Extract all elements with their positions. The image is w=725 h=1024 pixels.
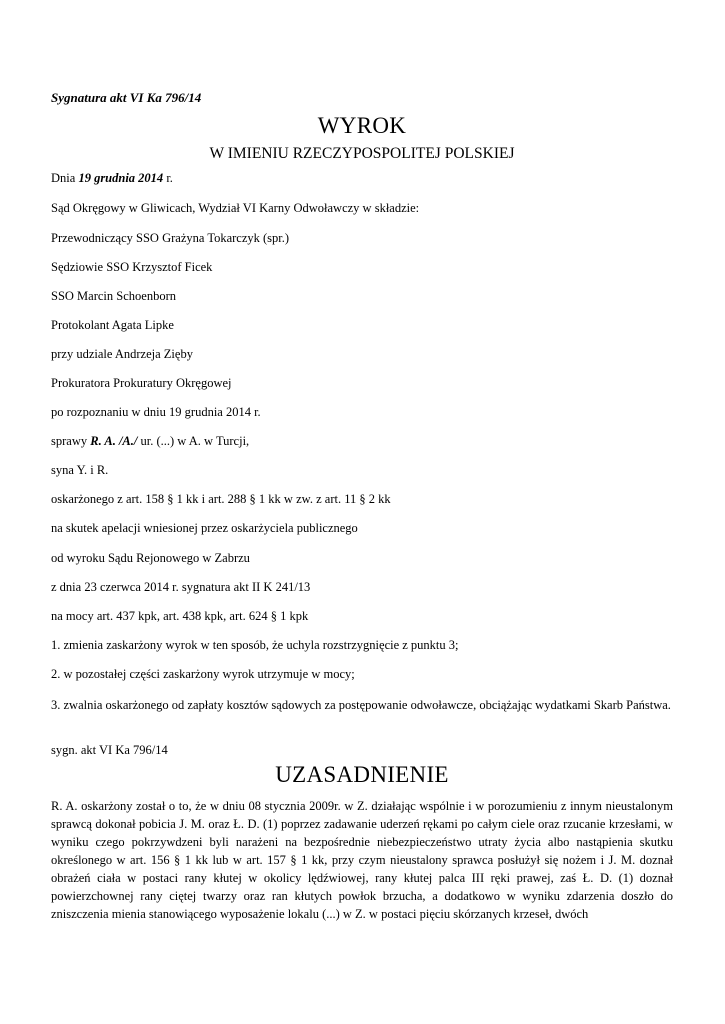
judges-line: Sędziowie SSO Krzysztof Ficek [51,260,213,274]
judge2-line: SSO Marcin Schoenborn [51,289,176,303]
date-prefix: Dnia [51,171,79,185]
case-line [51,434,249,449]
defendant-name: R. A. /A./ [90,434,138,448]
ruling-item-3: 3. zwalnia oskarżonego od zapłaty kosztów sądowych za postępowanie odwoławcze, obciążając wydatkami Skarb Państwa. [51,698,671,712]
ruling-item-2: 2. w pozostałej części zaskarżony wyrok utrzymuje w mocy; [51,667,355,681]
judgment-date: 19 grudnia 2014 [78,171,164,185]
participation-line: przy udziale Andrzeja Zięby [51,347,193,361]
chair-line: Przewodniczący SSO Grażyna Tokarczyk (spr.) [51,231,290,245]
clerk-line: Protokolant Agata Lipke [51,318,174,332]
court-line: Sąd Okręgowy w Gliwicach, Wydział VI Karny Odwoławczy w składzie: [51,201,420,215]
judgment-date-line: z dnia 23 czerwca 2014 r. sygnatura akt II K 241/13 [51,580,311,594]
case-suffix: ur. (...) w A. w Turcji, [137,434,250,448]
date-suffix: r. [163,171,173,185]
appeal-line: na skutek apelacji wniesionej przez oskarżyciela publicznego [51,521,358,535]
legal-basis-line: na mocy art. 437 kpk, art. 438 kpk, art. 624 § 1 kpk [51,609,309,623]
case-prefix: sprawy [51,434,91,448]
ruling-item-1: 1. zmienia zaskarżony wyrok w ten sposób, że uchyla rozstrzygnięcie z punktu 3; [51,638,459,652]
document-title: WYROK [317,113,407,138]
date-line [51,171,173,186]
prosecutor-line: Prokuratora Prokuratury Okręgowej [51,376,232,390]
hearing-line: po rozpoznaniu w dniu 19 grudnia 2014 r. [51,405,261,419]
justification-heading: UZASADNIENIE [275,762,449,787]
from-judgment-line: od wyroku Sądu Rejonowego w Zabrzu [51,551,250,565]
case-signature: Sygnatura akt VI Ka 796/14 [51,90,202,105]
son-of-line: syna Y. i R. [51,463,109,477]
repeat-signature: sygn. akt VI Ka 796/14 [51,743,168,757]
document-subtitle: W IMIENIU RZECZYPOSPOLITEJ POLSKIEJ [209,145,515,162]
charged-line: oskarżonego z art. 158 § 1 kk i art. 288 § 1 kk w zw. z art. 11 § 2 kk [51,492,391,506]
justification-text: R. A. oskarżony został o to, że w dniu 08 stycznia 2009r. w Z. działając wspólnie i w porozumieniu z innym nieustalonym sprawcą dokonał pobicia J. M. oraz Ł. D. (1) poprzez zadawanie uderzeń rękami po całym ciele oraz rzucanie krzesłami, w wyniku czego pokrzywdzeni byli narażeni na bezpośrednie niebezpieczeństwo utraty życia albo nastąpienia skutku określonego w art. 156 § 1 kk lub w art. 157 § 1 kk, przy czym nieustalony sprawca posłużył się nożem i J. M. doznał obrażeń ciała w postaci rany kłutej w okolicy lędźwiowej, rany kłutej palca III ręki prawej, zaś Ł. D. (1) doznał powierzchownej rany ciętej twarzy oraz ran kłutych powłok brzucha, a dodatkowo w wyniku zdarzenia doszło do zniszczenia mienia stanowiącego wyposażenie lokalu (...) w Z. w postaci pięciu skórzanych krzeseł, dwóch [51,799,673,921]
